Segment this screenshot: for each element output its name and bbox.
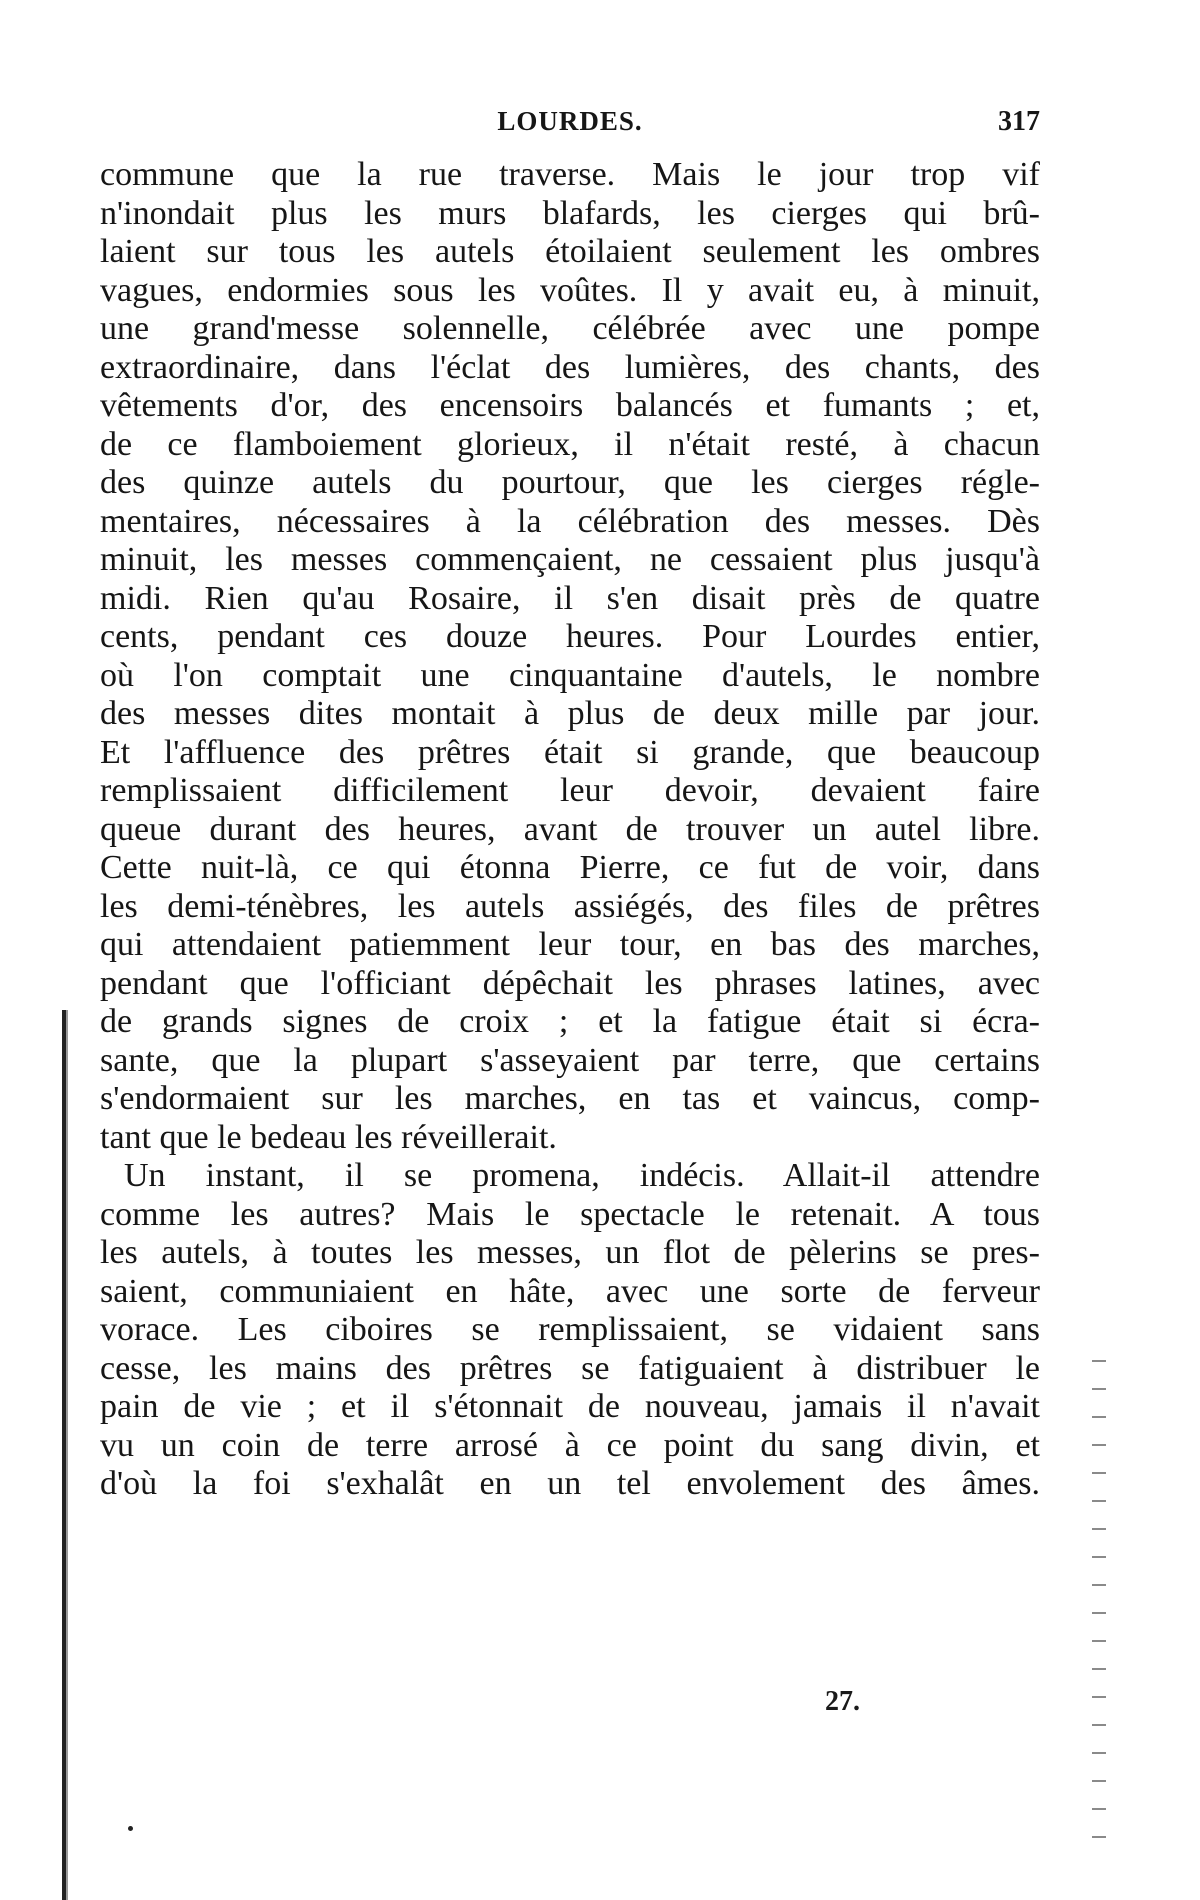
text-line: commune que la rue traverse. Mais le jour trop vif	[100, 156, 1040, 193]
text-line: saient, communiaient en hâte, avec une sorte de ferveur	[100, 1272, 1040, 1310]
text-line: qui attendaient patiemment leur tour, en bas des marches,	[100, 926, 1040, 963]
text-line: de grands signes de croix ; et la fatigue était si écra-	[100, 1003, 1040, 1040]
text-line: extraordinaire, dans l'éclat des lumières, des chants, des	[100, 348, 1040, 386]
text-line: remplissaient difficilement leur devoir, devaient faire	[100, 772, 1040, 809]
text-line: mentaires, nécessaires à la célébration des messes. Dès	[100, 502, 1040, 540]
paragraph-end-line: tant que le bedeau les réveillerait.	[100, 1118, 557, 1156]
margin-tick	[1092, 1668, 1106, 1670]
running-title: LOURDES.	[497, 106, 643, 136]
text-line: n'inondait plus les murs blafards, les cierges qui brû-	[100, 194, 1040, 232]
text-line: vagues, endormies sous les voûtes. Il y avait eu, à minuit,	[100, 271, 1040, 309]
text-line: les demi-ténèbres, les autels assiégés, des files de prêtres	[100, 887, 1040, 925]
body-text	[100, 156, 1040, 1504]
margin-tick	[1092, 1444, 1106, 1446]
margin-tick	[1092, 1696, 1106, 1698]
text-line: s'endormaient sur les marches, en tas et vaincus, comp-	[100, 1080, 1040, 1117]
margin-tick	[1092, 1472, 1106, 1474]
margin-tick	[1092, 1584, 1106, 1586]
text-line: Et l'affluence des prêtres était si grande, que beaucoup	[100, 733, 1040, 771]
text-line: des quinze autels du pourtour, que les cierges régle-	[100, 464, 1040, 501]
text-line: de ce flamboiement glorieux, il n'était resté, à chacun	[100, 425, 1040, 463]
text-line: cents, pendant ces douze heures. Pour Lourdes entier,	[100, 618, 1040, 655]
margin-tick	[1092, 1808, 1106, 1810]
margin-tick	[1092, 1836, 1106, 1838]
margin-tick	[1092, 1752, 1106, 1754]
margin-tick	[1092, 1612, 1106, 1614]
margin-tick	[1092, 1388, 1106, 1390]
margin-tick	[1092, 1640, 1106, 1642]
running-head	[100, 96, 1040, 150]
text-line: Cette nuit-là, ce qui étonna Pierre, ce fut de voir, dans	[100, 849, 1040, 886]
text-line: pendant que l'officiant dépêchait les phrases latines, avec	[100, 964, 1040, 1002]
margin-tick	[1092, 1416, 1106, 1418]
text-line: sante, que la plupart s'asseyaient par terre, que certains	[100, 1041, 1040, 1079]
margin-tick	[1092, 1528, 1106, 1530]
text-line: cesse, les mains des prêtres se fatiguaient à distribuer le	[100, 1349, 1040, 1387]
margin-tick	[1092, 1500, 1106, 1502]
text-line: laient sur tous les autels étoilaient seulement les ombres	[100, 233, 1040, 270]
text-line: les autels, à toutes les messes, un flot de pèlerins se pres-	[100, 1234, 1040, 1271]
margin-tick	[1092, 1724, 1106, 1726]
margin-artifacts	[1092, 1360, 1122, 1880]
page-number: 317	[998, 106, 1040, 137]
margin-tick	[1092, 1360, 1106, 1362]
margin-tick	[1092, 1556, 1106, 1558]
binding-edge-faint	[66, 1010, 68, 1900]
text-line: vorace. Les ciboires se remplissaient, se vidaient sans	[100, 1311, 1040, 1348]
text-line: une grand'messe solennelle, célébrée avec une pompe	[100, 310, 1040, 347]
text-line: pain de vie ; et il s'étonnait de nouveau, jamais il n'avait	[100, 1388, 1040, 1425]
book-page	[100, 96, 1040, 1504]
text-line: où l'on comptait une cinquantaine d'autels, le nombre	[100, 656, 1040, 694]
paragraph-start-line: Un instant, il se promena, indécis. Allait-il attendre	[124, 1157, 1040, 1194]
text-line: vu un coin de terre arrosé à ce point du sang divin, et	[100, 1426, 1040, 1464]
margin-tick	[1092, 1780, 1106, 1782]
text-line: vêtements d'or, des encensoirs balancés et fumants ; et,	[100, 387, 1040, 424]
text-line: midi. Rien qu'au Rosaire, il s'en disait près de quatre	[100, 579, 1040, 617]
text-line: minuit, les messes commençaient, ne cessaient plus jusqu'à	[100, 541, 1040, 578]
signature-mark: 27.	[825, 1686, 860, 1717]
print-speck	[128, 1826, 133, 1831]
text-line: queue durant des heures, avant de trouver un autel libre.	[100, 810, 1040, 848]
text-line: des messes dites montait à plus de deux mille par jour.	[100, 695, 1040, 732]
text-line: comme les autres? Mais le spectacle le retenait. A tous	[100, 1195, 1040, 1233]
text-line: d'où la foi s'exhalât en un tel envolement des âmes.	[100, 1465, 1040, 1502]
